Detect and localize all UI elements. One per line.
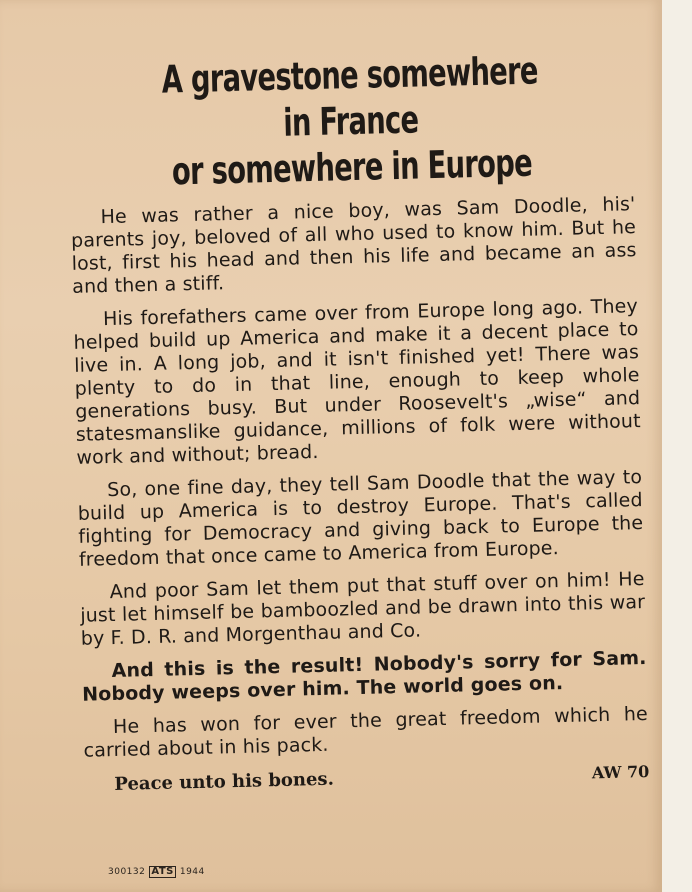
leaflet-code: AW 70	[591, 761, 650, 783]
closing-line: Peace unto his bones.	[114, 768, 335, 796]
scan-margin	[662, 0, 692, 892]
last-paragraph: He has won for ever the great freedom which he carried about in his pack.	[83, 702, 649, 762]
print-year: 1944	[179, 867, 205, 877]
leaflet-title	[146, 47, 556, 195]
paragraph-4: And poor Sam let them put that stuff over on him! He just let himself be bamboozled and be drawn into this war by F. D. R. and Morgenthau and Co.	[80, 568, 646, 650]
paragraph-2: His forefathers came over from Europe long ago. They helped build up America and make it a decent place to live in. A long job, and it isn't finished yet! There was plenty to do in that line, enough to keep whole generations busy. But under Roosevelt's „wise“ and statesmanslike guidance, millions of folk were without work and without; bread.	[73, 295, 641, 469]
printer-logo-icon: ATS	[151, 866, 174, 877]
title-line-2: or somewhere in Europe	[171, 140, 533, 194]
print-mark	[108, 866, 205, 878]
paragraph-3: So, one fine day, they tell Sam Doodle that the way to build up America is to destroy Europe. That's called fighting for Democracy and giving back to Europe the freedom that once came to America from Europe.	[77, 466, 644, 571]
print-number: 300132	[108, 867, 146, 877]
bold-paragraph: And this is the result! Nobody's sorry for Sam. Nobody weeps over him. The world goes on.	[81, 646, 647, 706]
leaflet-content	[67, 45, 650, 796]
title-line-1: A gravestone somewhere in France	[161, 48, 539, 145]
paragraph-1: He was rather a nice boy, was Sam Doodle, his' parents joy, beloved of all who used to know him. But he lost, first his head and then his life and became an ass and then a stiff.	[70, 193, 637, 298]
footer-row	[84, 761, 649, 796]
